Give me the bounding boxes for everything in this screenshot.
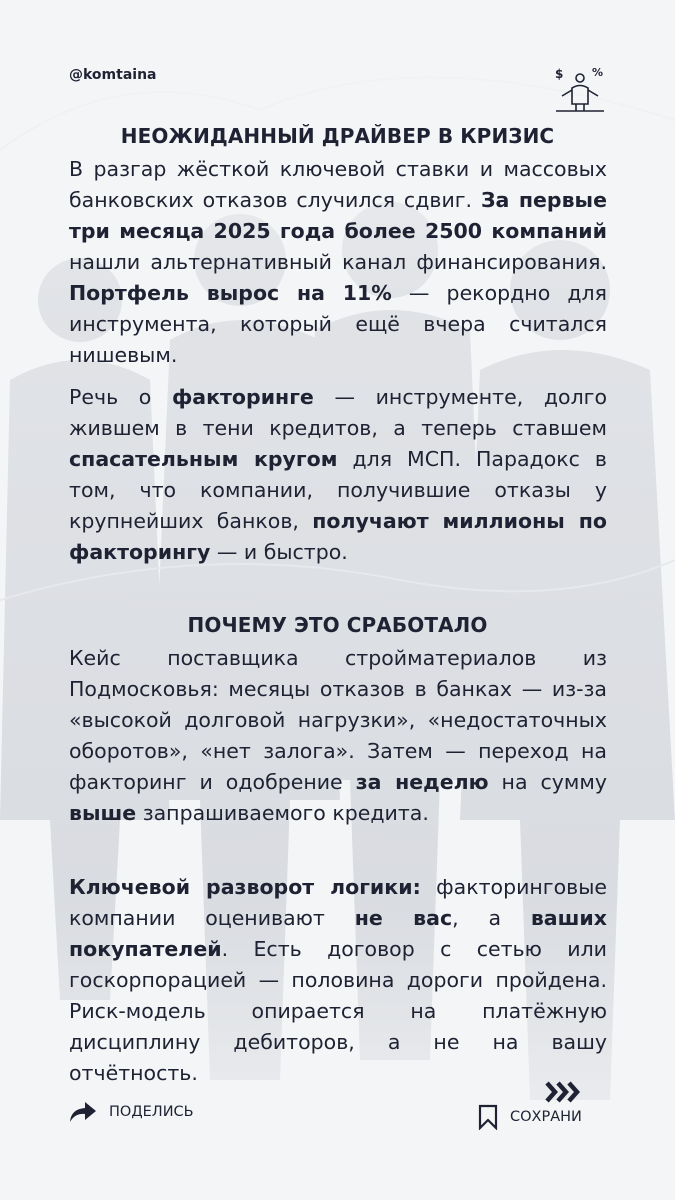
- emphasis-text: факторинге: [171, 385, 314, 409]
- body-text: . Есть договор с сетью или госкорпорацией — половина дороги пройдена. Риск-модель опирается на платёжную дисциплину дебиторов, а не на вашу отчётность.: [69, 937, 607, 1085]
- body-text: Речь о: [69, 385, 172, 409]
- section-1-paragraph-1: [69, 154, 607, 371]
- body-text: запрашиваемого кредита.: [136, 801, 429, 825]
- emphasis-text: ваших покупателей: [69, 906, 607, 961]
- share-arrow-icon: [69, 1100, 97, 1124]
- finance-person-logo-icon: [554, 64, 606, 112]
- section-2-paragraph-1: [69, 643, 607, 829]
- svg-text:$: $: [555, 67, 564, 81]
- svg-text:%: %: [592, 66, 604, 79]
- body-text: — инструменте, долго жившем в тени кредитов, а теперь ставшем: [69, 385, 607, 440]
- section-1-title: НЕОЖИДАННЫЙ ДРАЙВЕР В КРИЗИС: [120, 124, 555, 148]
- body-text: — и быстро.: [210, 540, 348, 564]
- body-text: — рекордно для инструмента, который ещё вчера считался нишевым.: [69, 281, 607, 367]
- share-button[interactable]: [69, 1100, 194, 1124]
- section-1-paragraph-2: [69, 382, 607, 568]
- triple-chevron-right-icon[interactable]: [544, 1078, 582, 1106]
- share-label: ПОДЕЛИСЬ: [109, 1104, 194, 1120]
- emphasis-text: За первые три месяца 2025 года более 2500 компаний: [69, 188, 607, 243]
- body-text: , а: [452, 906, 531, 930]
- save-button[interactable]: [478, 1104, 582, 1130]
- emphasis-text: спасательным кругом: [69, 447, 338, 471]
- emphasis-text: выше: [69, 801, 137, 825]
- body-text: Кейс поставщика стройматериалов из Подмосковья: месяцы отказов в банках — из-за «высокой долговой нагрузки», «недостаточных оборотов», «нет залога». Затем — переход на факторинг и одобрение: [69, 646, 607, 794]
- emphasis-text: за неделю: [355, 770, 489, 794]
- save-label: СОХРАНИ: [510, 1109, 582, 1125]
- body-text: для МСП. Парадокс в том, что компании, получившие отказы у крупнейших банков,: [69, 447, 607, 533]
- body-text: нашли альтернативный канал финансирования.: [69, 250, 607, 274]
- emphasis-text: Портфель вырос на 11%: [69, 281, 392, 305]
- emphasis-text: не вас: [354, 906, 453, 930]
- body-text: на сумму: [488, 770, 607, 794]
- body-text: факторинговые компании оценивают: [69, 875, 608, 930]
- author-handle[interactable]: @komtaina: [69, 67, 157, 83]
- section-2-title: ПОЧЕМУ ЭТО СРАБОТАЛО: [187, 613, 488, 637]
- bookmark-icon: [478, 1104, 498, 1130]
- body-text: В разгар жёсткой ключевой ставки и массовых банковских отказов случился сдвиг.: [69, 157, 607, 212]
- emphasis-text: получают миллионы по факторингу: [69, 509, 607, 564]
- emphasis-text: Ключевой разворот логики:: [69, 875, 421, 899]
- section-2-paragraph-2: [69, 872, 607, 1089]
